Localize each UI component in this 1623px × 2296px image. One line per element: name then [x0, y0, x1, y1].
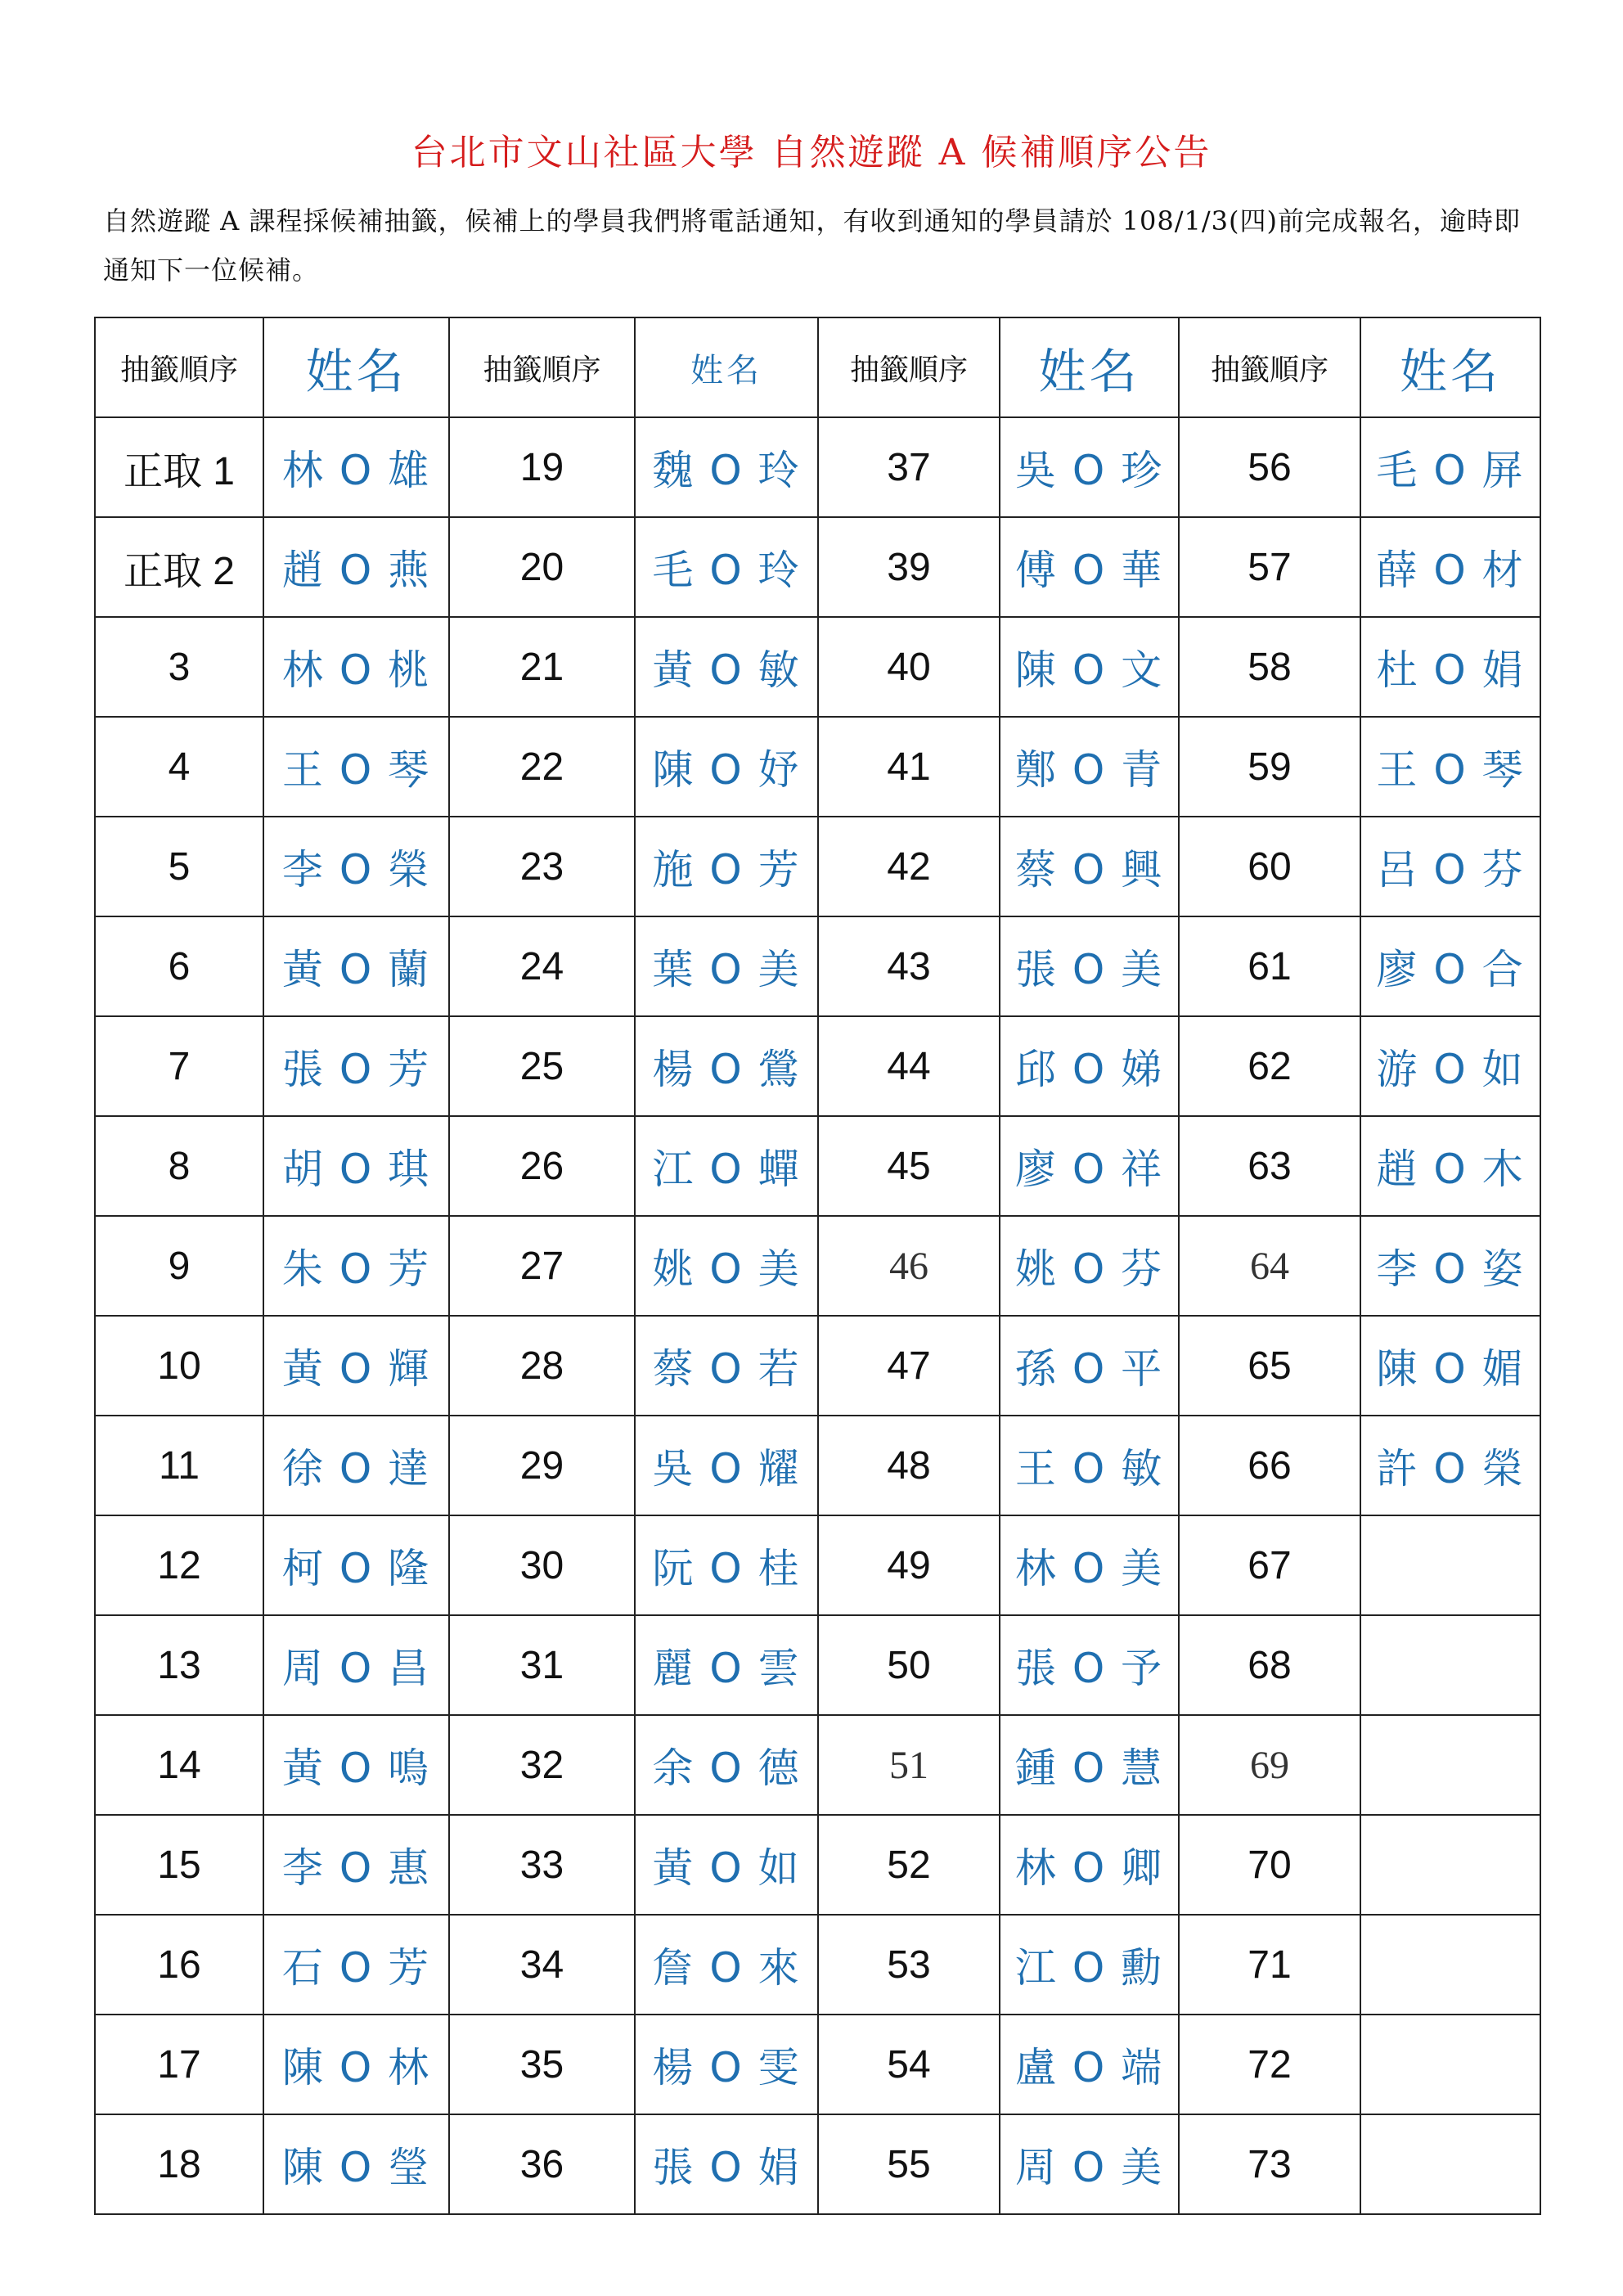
- draw-order-cell: 32: [449, 1715, 635, 1815]
- header-name-2: 姓名: [635, 317, 818, 417]
- student-name-cell: 李 O 榮: [263, 817, 449, 916]
- table-row: [95, 2114, 1540, 2214]
- draw-order-cell: 25: [449, 1016, 635, 1116]
- table-row: [95, 1515, 1540, 1615]
- draw-order-cell: 26: [449, 1116, 635, 1216]
- page-title: 台北市文山社區大學 自然遊蹤 A 候補順序公告: [411, 132, 1212, 173]
- student-name-cell: 趙 O 燕: [263, 517, 449, 617]
- student-name-cell: 詹 O 來: [635, 1915, 818, 2015]
- table-body: [95, 417, 1540, 2214]
- student-name-cell: 毛 O 屏: [1360, 417, 1540, 517]
- draw-order-cell: 17: [95, 2015, 263, 2114]
- draw-order-cell: 39: [818, 517, 1000, 617]
- table-row: [95, 1915, 1540, 2015]
- student-name-cell: 廖 O 合: [1360, 916, 1540, 1016]
- student-name-cell: [1360, 1815, 1540, 1915]
- draw-order-cell: 53: [818, 1915, 1000, 2015]
- draw-order-cell: 65: [1179, 1316, 1360, 1416]
- student-name-cell: 吳 O 耀: [635, 1416, 818, 1515]
- draw-order-cell: 27: [449, 1216, 635, 1316]
- draw-order-cell: 63: [1179, 1116, 1360, 1216]
- draw-order-cell: 45: [818, 1116, 1000, 1216]
- draw-order-cell: 6: [95, 916, 263, 1016]
- draw-order-cell: 15: [95, 1815, 263, 1915]
- draw-order-cell: 49: [818, 1515, 1000, 1615]
- student-name-cell: 楊 O 鶯: [635, 1016, 818, 1116]
- student-name-cell: 王 O 敏: [1000, 1416, 1179, 1515]
- header-name-3: 姓名: [1000, 317, 1179, 417]
- draw-order-cell: 5: [95, 817, 263, 916]
- draw-order-cell: 61: [1179, 916, 1360, 1016]
- student-name-cell: 黃 O 蘭: [263, 916, 449, 1016]
- draw-order-cell: 71: [1179, 1915, 1360, 2015]
- student-name-cell: 張 O 予: [1000, 1615, 1179, 1715]
- draw-order-cell: 36: [449, 2114, 635, 2214]
- student-name-cell: 陳 O 林: [263, 2015, 449, 2114]
- student-name-cell: 黃 O 輝: [263, 1316, 449, 1416]
- table-row: [95, 2015, 1540, 2114]
- student-name-cell: 陳 O 媚: [1360, 1316, 1540, 1416]
- header-name-1: 姓名: [263, 317, 449, 417]
- draw-order-cell: 19: [449, 417, 635, 517]
- student-name-cell: 薛 O 材: [1360, 517, 1540, 617]
- student-name-cell: 游 O 如: [1360, 1016, 1540, 1116]
- draw-order-cell: 64: [1179, 1216, 1360, 1316]
- student-name-cell: 蔡 O 興: [1000, 817, 1179, 916]
- student-name-cell: 盧 O 端: [1000, 2015, 1179, 2114]
- student-name-cell: [1360, 2114, 1540, 2214]
- draw-order-cell: 52: [818, 1815, 1000, 1915]
- table-row: [95, 1216, 1540, 1316]
- student-name-cell: [1360, 2015, 1540, 2114]
- student-name-cell: 江 O 蟬: [635, 1116, 818, 1216]
- notice-paragraph: 自然遊蹤 A 課程採候補抽籤，候補上的學員我們將電話通知，有收到通知的學員請於 108/1/3(四)前完成報名，逾時即通知下一位候補。: [103, 205, 1521, 286]
- student-name-cell: 黃 O 敏: [635, 617, 818, 717]
- draw-order-cell: 37: [818, 417, 1000, 517]
- student-name-cell: 呂 O 芬: [1360, 817, 1540, 916]
- draw-order-cell: 62: [1179, 1016, 1360, 1116]
- table-row: [95, 1016, 1540, 1116]
- student-name-cell: 李 O 姿: [1360, 1216, 1540, 1316]
- student-name-cell: [1360, 1915, 1540, 2015]
- student-name-cell: 陳 O 妤: [635, 717, 818, 817]
- draw-order-cell: 42: [818, 817, 1000, 916]
- student-name-cell: 傅 O 華: [1000, 517, 1179, 617]
- draw-order-cell: 69: [1179, 1715, 1360, 1815]
- student-name-cell: 蔡 O 若: [635, 1316, 818, 1416]
- draw-order-cell: 20: [449, 517, 635, 617]
- draw-order-cell: 16: [95, 1915, 263, 2015]
- student-name-cell: 阮 O 桂: [635, 1515, 818, 1615]
- draw-order-cell: 33: [449, 1815, 635, 1915]
- draw-order-cell: 56: [1179, 417, 1360, 517]
- student-name-cell: 江 O 勳: [1000, 1915, 1179, 2015]
- draw-order-cell: 73: [1179, 2114, 1360, 2214]
- table-header-row: [95, 317, 1540, 417]
- draw-order-cell: 41: [818, 717, 1000, 817]
- draw-order-cell: 72: [1179, 2015, 1360, 2114]
- draw-order-cell: 24: [449, 916, 635, 1016]
- draw-order-cell: 11: [95, 1416, 263, 1515]
- draw-order-cell: 10: [95, 1316, 263, 1416]
- header-draw-order-2: 抽籤順序: [449, 317, 635, 417]
- table-row: [95, 517, 1540, 617]
- table-row: [95, 1615, 1540, 1715]
- draw-order-cell: 正取 1: [95, 417, 263, 517]
- draw-order-cell: 46: [818, 1216, 1000, 1316]
- student-name-cell: 林 O 卿: [1000, 1815, 1179, 1915]
- student-name-cell: [1360, 1615, 1540, 1715]
- student-name-cell: 杜 O 娟: [1360, 617, 1540, 717]
- draw-order-cell: 47: [818, 1316, 1000, 1416]
- table-row: [95, 617, 1540, 717]
- draw-order-cell: 66: [1179, 1416, 1360, 1515]
- draw-order-cell: 18: [95, 2114, 263, 2214]
- student-name-cell: 吳 O 珍: [1000, 417, 1179, 517]
- student-name-cell: 周 O 美: [1000, 2114, 1179, 2214]
- student-name-cell: 楊 O 雯: [635, 2015, 818, 2114]
- draw-order-cell: 21: [449, 617, 635, 717]
- table-row: [95, 717, 1540, 817]
- draw-order-cell: 28: [449, 1316, 635, 1416]
- table-row: [95, 1316, 1540, 1416]
- draw-order-cell: 44: [818, 1016, 1000, 1116]
- draw-order-cell: 54: [818, 2015, 1000, 2114]
- student-name-cell: 廖 O 祥: [1000, 1116, 1179, 1216]
- draw-order-cell: 34: [449, 1915, 635, 2015]
- student-name-cell: 姚 O 美: [635, 1216, 818, 1316]
- student-name-cell: 黃 O 如: [635, 1815, 818, 1915]
- student-name-cell: 鄭 O 青: [1000, 717, 1179, 817]
- draw-order-cell: 23: [449, 817, 635, 916]
- student-name-cell: 張 O 芳: [263, 1016, 449, 1116]
- header-name-4: 姓名: [1360, 317, 1540, 417]
- header-draw-order-4: 抽籤順序: [1179, 317, 1360, 417]
- draw-order-cell: 22: [449, 717, 635, 817]
- student-name-cell: 李 O 惠: [263, 1815, 449, 1915]
- draw-order-cell: 40: [818, 617, 1000, 717]
- student-name-cell: 張 O 美: [1000, 916, 1179, 1016]
- student-name-cell: 林 O 雄: [263, 417, 449, 517]
- draw-order-cell: 67: [1179, 1515, 1360, 1615]
- student-name-cell: 毛 O 玲: [635, 517, 818, 617]
- draw-order-cell: 9: [95, 1216, 263, 1316]
- header-draw-order-3: 抽籤順序: [818, 317, 1000, 417]
- draw-order-cell: 68: [1179, 1615, 1360, 1715]
- student-name-cell: 孫 O 平: [1000, 1316, 1179, 1416]
- draw-order-cell: 58: [1179, 617, 1360, 717]
- draw-order-cell: 14: [95, 1715, 263, 1815]
- draw-order-cell: 57: [1179, 517, 1360, 617]
- table-row: [95, 1715, 1540, 1815]
- draw-order-cell: 55: [818, 2114, 1000, 2214]
- header-draw-order-1: 抽籤順序: [95, 317, 263, 417]
- draw-order-cell: 35: [449, 2015, 635, 2114]
- student-name-cell: 徐 O 達: [263, 1416, 449, 1515]
- student-name-cell: 王 O 琴: [1360, 717, 1540, 817]
- draw-order-cell: 29: [449, 1416, 635, 1515]
- student-name-cell: 邱 O 娣: [1000, 1016, 1179, 1116]
- draw-order-cell: 31: [449, 1615, 635, 1715]
- student-name-cell: 林 O 桃: [263, 617, 449, 717]
- student-name-cell: 張 O 娟: [635, 2114, 818, 2214]
- student-name-cell: 林 O 美: [1000, 1515, 1179, 1615]
- draw-order-cell: 3: [95, 617, 263, 717]
- table-row: [95, 817, 1540, 916]
- draw-order-cell: 60: [1179, 817, 1360, 916]
- draw-order-cell: 8: [95, 1116, 263, 1216]
- draw-order-cell: 48: [818, 1416, 1000, 1515]
- student-name-cell: 石 O 芳: [263, 1915, 449, 2015]
- student-name-cell: [1360, 1715, 1540, 1815]
- student-name-cell: 陳 O 瑩: [263, 2114, 449, 2214]
- draw-order-cell: 13: [95, 1615, 263, 1715]
- draw-order-cell: 4: [95, 717, 263, 817]
- student-name-cell: 鍾 O 慧: [1000, 1715, 1179, 1815]
- student-name-cell: [1360, 1515, 1540, 1615]
- draw-order-cell: 59: [1179, 717, 1360, 817]
- draw-order-cell: 70: [1179, 1815, 1360, 1915]
- student-name-cell: 葉 O 美: [635, 916, 818, 1016]
- draw-order-cell: 7: [95, 1016, 263, 1116]
- draw-order-cell: 50: [818, 1615, 1000, 1715]
- draw-order-cell: 51: [818, 1715, 1000, 1815]
- student-name-cell: 趙 O 木: [1360, 1116, 1540, 1216]
- draw-order-cell: 43: [818, 916, 1000, 1016]
- student-name-cell: 周 O 昌: [263, 1615, 449, 1715]
- draw-order-cell: 12: [95, 1515, 263, 1615]
- student-name-cell: 施 O 芳: [635, 817, 818, 916]
- student-name-cell: 王 O 琴: [263, 717, 449, 817]
- table-row: [95, 1815, 1540, 1915]
- student-name-cell: 余 O 德: [635, 1715, 818, 1815]
- student-name-cell: 胡 O 琪: [263, 1116, 449, 1216]
- student-name-cell: 許 O 榮: [1360, 1416, 1540, 1515]
- student-name-cell: 柯 O 隆: [263, 1515, 449, 1615]
- waitlist-table: [94, 317, 1541, 2215]
- student-name-cell: 麗 O 雲: [635, 1615, 818, 1715]
- table-row: [95, 916, 1540, 1016]
- student-name-cell: 黃 O 鳴: [263, 1715, 449, 1815]
- student-name-cell: 陳 O 文: [1000, 617, 1179, 717]
- table-row: [95, 1116, 1540, 1216]
- draw-order-cell: 30: [449, 1515, 635, 1615]
- table-row: [95, 1416, 1540, 1515]
- student-name-cell: 魏 O 玲: [635, 417, 818, 517]
- table-row: [95, 417, 1540, 517]
- draw-order-cell: 正取 2: [95, 517, 263, 617]
- student-name-cell: 朱 O 芳: [263, 1216, 449, 1316]
- student-name-cell: 姚 O 芬: [1000, 1216, 1179, 1316]
